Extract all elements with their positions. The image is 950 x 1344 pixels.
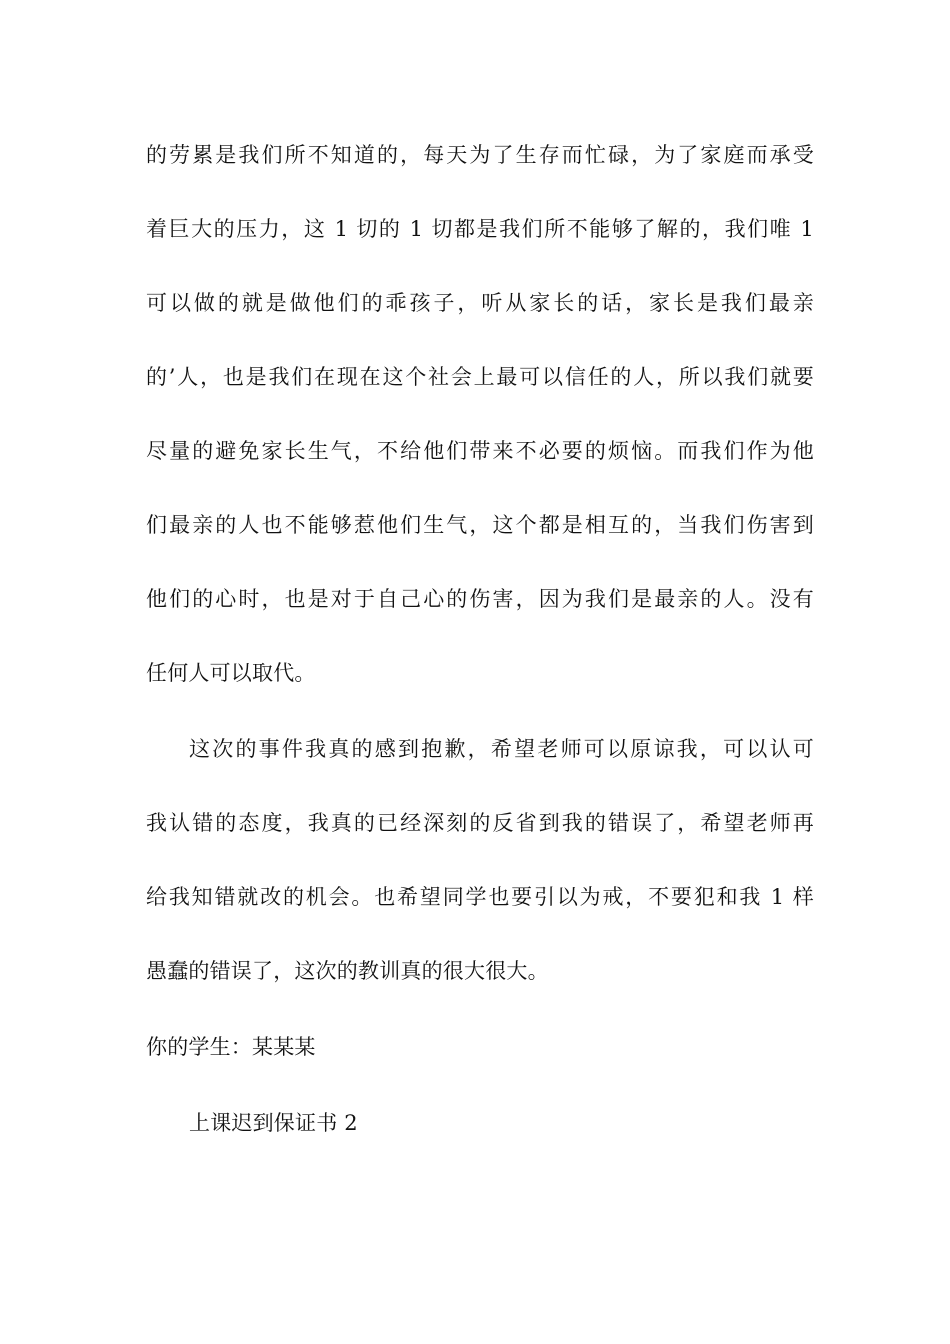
paragraph-2-line-4: 愚蠢的错误了，这次的教训真的很大很大。 — [146, 959, 549, 983]
paragraph-1-line-2: 着巨大的压力，这 1 切的 1 切都是我们所不能够了解的，我们唯 1 — [146, 217, 814, 241]
paragraph-2-line-1: 这次的事件我真的感到抱歉，希望老师可以原谅我，可以认可 — [189, 737, 814, 761]
paragraph-1-line-6: 们最亲的人也不能够惹他们生气，这个都是相互的，当我们伤害到 — [146, 513, 814, 537]
paragraph-1-line-1: 的劳累是我们所不知道的，每天为了生存而忙碌，为了家庭而承受 — [146, 143, 814, 167]
paragraph-1-line-7: 他们的心时，也是对于自己心的伤害，因为我们是最亲的人。没有 — [146, 587, 814, 611]
paragraph-1-line-5: 尽量的避免家长生气，不给他们带来不必要的烦恼。而我们作为他 — [146, 439, 814, 463]
signature: 你的学生：某某某 — [146, 1035, 316, 1059]
paragraph-2-line-2: 我认错的态度，我真的已经深刻的反省到我的错误了，希望老师再 — [146, 811, 814, 835]
paragraph-1-line-8: 任何人可以取代。 — [146, 661, 316, 685]
paragraph-1-line-3: 可以做的就是做他们的乖孩子，听从家长的话，家长是我们最亲 — [146, 291, 814, 315]
paragraph-1-line-4: 的’人，也是我们在现在这个社会上最可以信任的人，所以我们就要 — [146, 365, 814, 389]
paragraph-2-line-3: 给我知错就改的机会。也希望同学也要引以为戒，不要犯和我 1 样 — [146, 885, 814, 909]
next-section-heading: 上课迟到保证书 2 — [189, 1111, 358, 1135]
